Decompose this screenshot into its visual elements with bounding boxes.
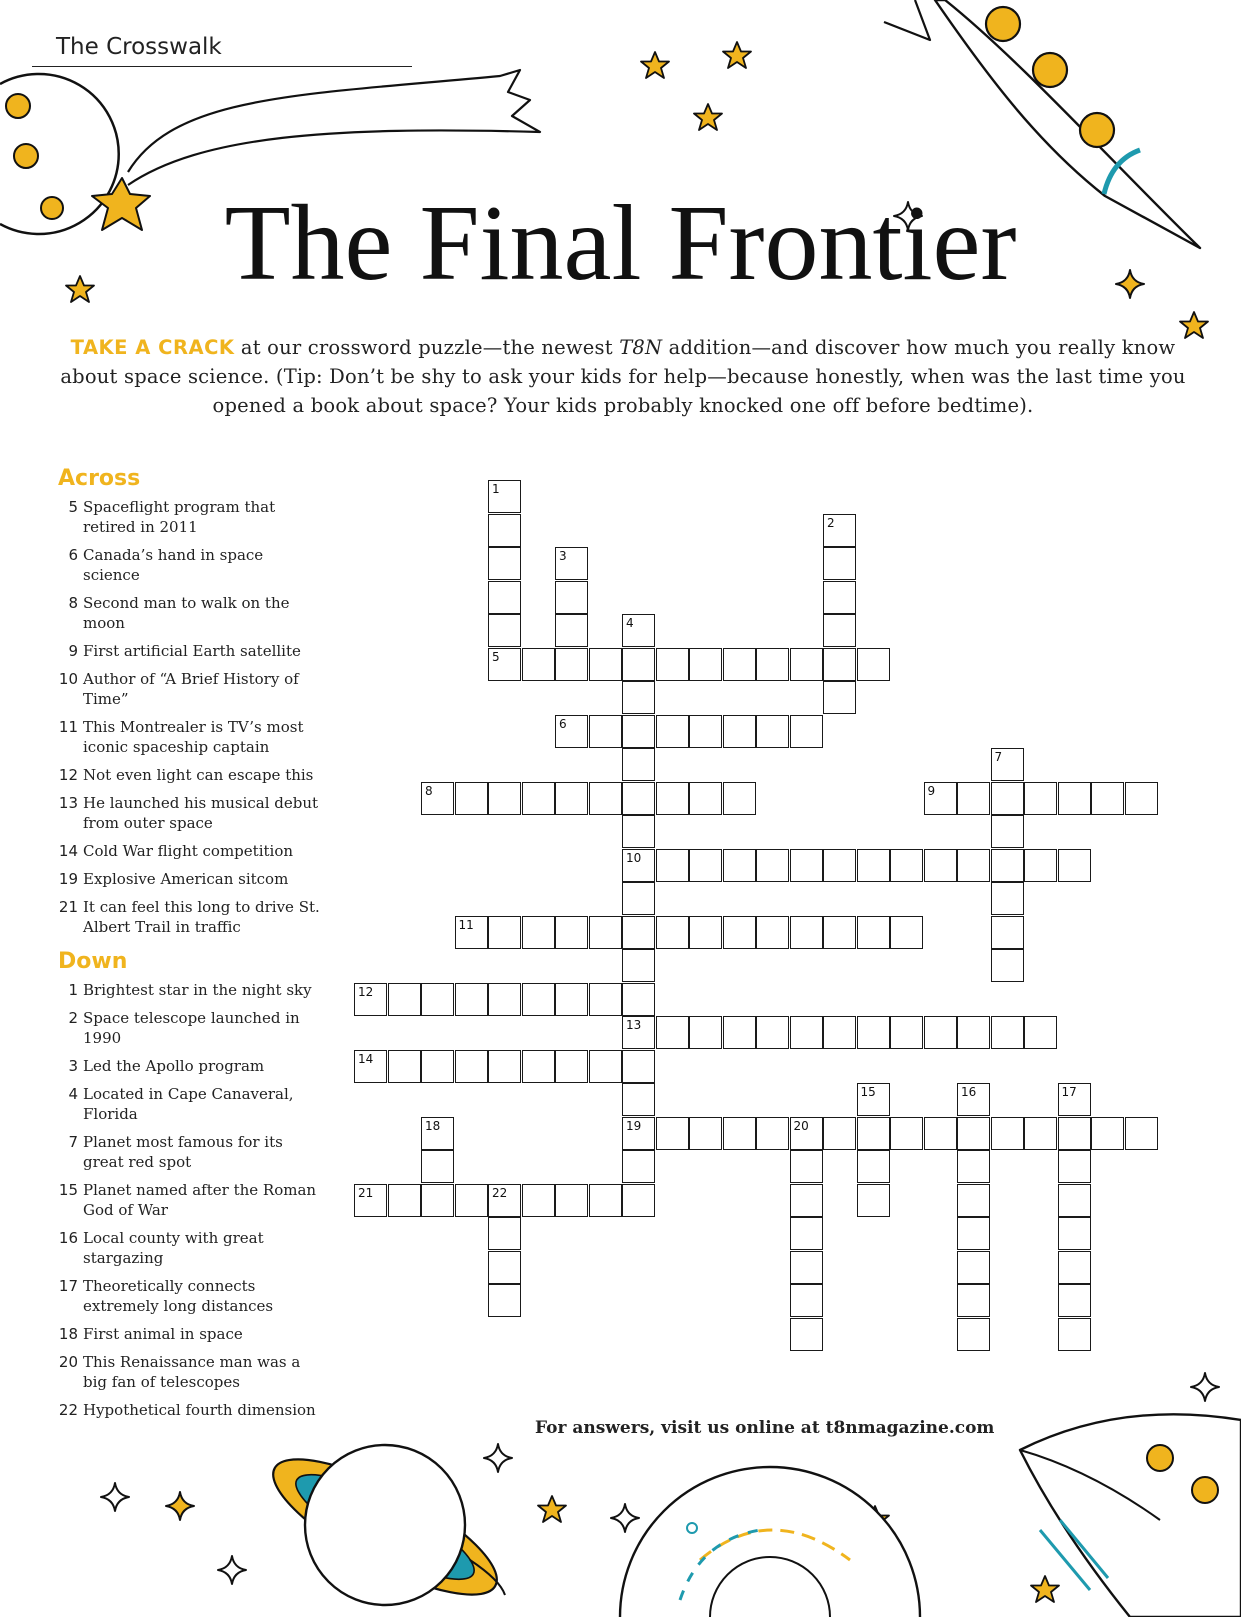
clue-text: Theoretically connects extremely long distances	[83, 1277, 274, 1315]
grid-cell[interactable]	[421, 1050, 454, 1083]
clue-number: 1	[68, 981, 78, 999]
clue-number: 8	[68, 594, 78, 612]
cell-number: 18	[425, 1118, 441, 1133]
cell-number: 6	[559, 716, 567, 731]
star-icon	[641, 52, 669, 78]
galaxy-icon	[620, 1467, 920, 1617]
sparkle-icon	[1191, 1373, 1219, 1401]
grid-cell[interactable]	[723, 782, 756, 815]
grid-cell[interactable]	[957, 1150, 990, 1183]
clue-text: Planet most famous for its great red spot	[83, 1133, 283, 1171]
down-clue-list	[58, 980, 320, 1420]
cell-number: 19	[626, 1118, 642, 1133]
clue-text: This Renaissance man was a big fan of telescopes	[83, 1353, 301, 1391]
across-clue	[58, 717, 320, 757]
clue-number: 20	[58, 1353, 78, 1371]
grid-cell[interactable]	[823, 581, 856, 614]
grid-cell[interactable]	[723, 1016, 756, 1049]
grid-cell[interactable]	[622, 681, 655, 714]
grid-cell[interactable]	[689, 1117, 722, 1150]
clue-text: Not even light can escape this	[83, 766, 314, 784]
grid-cell[interactable]	[1058, 1318, 1091, 1351]
section-rule	[32, 66, 412, 67]
grid-cell[interactable]	[723, 648, 756, 681]
sparkle-icon	[484, 1444, 512, 1472]
grid-cell[interactable]	[555, 1050, 588, 1083]
grid-cell[interactable]	[656, 648, 689, 681]
grid-cell[interactable]	[957, 1016, 990, 1049]
clue-text: Spaceflight program that retired in 2011	[83, 498, 276, 536]
cell-number: 20	[793, 1118, 809, 1133]
grid-cell[interactable]	[388, 983, 421, 1016]
clue-number: 16	[58, 1229, 78, 1247]
grid-cell[interactable]	[790, 916, 823, 949]
grid-cell[interactable]	[689, 648, 722, 681]
grid-cell[interactable]	[589, 1050, 622, 1083]
across-clue-list	[58, 497, 320, 937]
grid-cell[interactable]	[522, 648, 555, 681]
intro-paragraph	[58, 333, 1188, 420]
grid-cell[interactable]	[488, 514, 521, 547]
grid-cell[interactable]	[991, 1016, 1024, 1049]
grid-cell[interactable]	[790, 1217, 823, 1250]
grid-cell[interactable]	[589, 916, 622, 949]
grid-cell[interactable]	[622, 648, 655, 681]
grid-cell[interactable]	[421, 1150, 454, 1183]
page-title: The Final Frontier	[224, 184, 1017, 303]
down-clue	[58, 1084, 320, 1124]
grid-cell[interactable]	[957, 1117, 990, 1150]
grid-cell[interactable]	[723, 715, 756, 748]
down-heading: Down	[58, 949, 128, 974]
cell-number: 12	[358, 984, 374, 999]
grid-cell[interactable]	[991, 782, 1024, 815]
down-clue	[58, 1056, 320, 1076]
grid-cell[interactable]	[622, 782, 655, 815]
cell-number: 21	[358, 1185, 374, 1200]
clue-text: Author of “A Brief History of Time”	[83, 670, 299, 708]
grid-cell[interactable]	[622, 1150, 655, 1183]
intro-lead: TAKE A CRACK	[70, 336, 235, 359]
grid-cell[interactable]	[1125, 782, 1158, 815]
cell-number: 7	[994, 750, 1003, 764]
grid-cell[interactable]	[488, 547, 521, 580]
grid-cell[interactable]	[1058, 782, 1091, 815]
grid-cell[interactable]	[1058, 1150, 1091, 1183]
grid-cell[interactable]	[723, 1117, 756, 1150]
grid-cell[interactable]	[1024, 782, 1057, 815]
grid-cell[interactable]	[790, 1318, 823, 1351]
grid-cell[interactable]	[857, 1150, 890, 1183]
across-clue	[58, 841, 320, 861]
grid-cell[interactable]	[924, 1016, 957, 1049]
grid-cell[interactable]	[1091, 1117, 1124, 1150]
grid-cell[interactable]	[589, 1184, 622, 1217]
sparkle-icon	[166, 1492, 194, 1520]
grid-cell[interactable]	[656, 916, 689, 949]
grid-cell[interactable]	[823, 681, 856, 714]
clue-number: 12	[58, 766, 78, 784]
grid-cell[interactable]	[622, 1083, 655, 1116]
grid-cell[interactable]	[790, 849, 823, 882]
clue-text: Space telescope launched in 1990	[83, 1009, 300, 1047]
grid-cell[interactable]	[823, 614, 856, 647]
grid-cell[interactable]	[656, 849, 689, 882]
grid-cell[interactable]	[689, 715, 722, 748]
grid-cell[interactable]	[689, 916, 722, 949]
grid-cell[interactable]	[488, 581, 521, 614]
grid-cell[interactable]	[890, 849, 923, 882]
clue-text: Hypothetical fourth dimension	[83, 1401, 316, 1419]
down-clue	[58, 1352, 320, 1392]
grid-cell[interactable]	[790, 648, 823, 681]
grid-cell[interactable]	[1024, 1117, 1057, 1150]
grid-cell[interactable]	[957, 1284, 990, 1317]
grid-cell[interactable]	[924, 849, 957, 882]
grid-cell[interactable]	[421, 1184, 454, 1217]
clue-text: Second man to walk on the moon	[83, 594, 290, 632]
grid-cell[interactable]	[488, 782, 521, 815]
grid-cell[interactable]	[589, 715, 622, 748]
down-clue	[58, 980, 320, 1000]
grid-cell[interactable]	[622, 815, 655, 848]
across-clue	[58, 869, 320, 889]
across-clue	[58, 793, 320, 833]
grid-cell[interactable]	[622, 916, 655, 949]
grid-cell[interactable]	[790, 1284, 823, 1317]
grid-cell[interactable]	[756, 916, 789, 949]
grid-cell[interactable]	[656, 1016, 689, 1049]
grid-cell[interactable]	[421, 983, 454, 1016]
grid-cell[interactable]	[756, 648, 789, 681]
grid-cell[interactable]	[723, 916, 756, 949]
grid-cell[interactable]	[622, 715, 655, 748]
ringed-planet-icon	[257, 1435, 513, 1617]
grid-cell[interactable]	[756, 715, 789, 748]
grid-cell[interactable]	[1024, 1016, 1057, 1049]
clue-text: Brightest star in the night sky	[83, 981, 312, 999]
grid-cell[interactable]	[756, 849, 789, 882]
sparkle-icon	[101, 1483, 129, 1511]
grid-cell[interactable]	[522, 983, 555, 1016]
grid-cell[interactable]	[857, 1184, 890, 1217]
grid-cell[interactable]	[823, 1117, 856, 1150]
grid-cell[interactable]	[455, 983, 488, 1016]
grid-cell[interactable]	[589, 782, 622, 815]
clue-number: 17	[58, 1277, 78, 1295]
grid-cell[interactable]	[790, 1184, 823, 1217]
grid-cell[interactable]	[488, 1217, 521, 1250]
sparkle-icon	[611, 1504, 639, 1532]
cell-number: 10	[626, 850, 642, 865]
down-clue	[58, 1324, 320, 1344]
grid-cell[interactable]	[823, 547, 856, 580]
grid-cell[interactable]	[857, 648, 890, 681]
grid-cell[interactable]	[890, 1016, 923, 1049]
grid-cell[interactable]	[1058, 1217, 1091, 1250]
clue-text: Local county with great stargazing	[83, 1229, 264, 1267]
down-clue	[58, 1132, 320, 1172]
across-clue	[58, 497, 320, 537]
grid-cell[interactable]	[689, 849, 722, 882]
cell-number: 14	[358, 1051, 374, 1066]
clue-number: 18	[58, 1325, 78, 1343]
grid-cell[interactable]	[656, 1117, 689, 1150]
across-clue	[58, 897, 320, 937]
intro-text-rest: addition—and discover how much you really know about space science. (Tip: Don’t be shy to ask your kids for help—because honestly, when was the last time you opened a book about space? Your kids probably knocked one off before bedtime).	[60, 336, 1186, 417]
grid-cell[interactable]	[589, 648, 622, 681]
grid-cell[interactable]	[622, 748, 655, 781]
clue-number: 7	[68, 1133, 78, 1151]
across-clue	[58, 545, 320, 585]
clue-number: 13	[58, 794, 78, 812]
clue-number: 22	[58, 1401, 78, 1419]
grid-cell[interactable]	[957, 1184, 990, 1217]
grid-cell[interactable]	[555, 916, 588, 949]
cell-number: 9	[927, 783, 936, 798]
grid-cell[interactable]	[857, 1117, 890, 1150]
grid-cell[interactable]	[522, 1050, 555, 1083]
grid-cell[interactable]	[790, 1016, 823, 1049]
clue-number: 10	[58, 670, 78, 688]
intro-text: at our crossword puzzle—the newest	[234, 336, 620, 359]
down-clue	[58, 1008, 320, 1048]
grid-cell[interactable]	[890, 916, 923, 949]
grid-cell[interactable]	[991, 916, 1024, 949]
clue-number: 9	[68, 642, 78, 660]
grid-cell[interactable]	[555, 1184, 588, 1217]
across-heading: Across	[58, 466, 141, 491]
clues-panel	[58, 466, 320, 1428]
across-clue	[58, 641, 320, 661]
clue-number: 15	[58, 1181, 78, 1199]
grid-cell[interactable]	[656, 715, 689, 748]
clue-number: 6	[68, 546, 78, 564]
cell-number: 1	[492, 482, 500, 496]
grid-cell[interactable]	[857, 849, 890, 882]
grid-cell[interactable]	[388, 1184, 421, 1217]
clue-text: Cold War flight competition	[83, 842, 294, 860]
grid-cell[interactable]	[1024, 849, 1057, 882]
grid-cell[interactable]	[388, 1050, 421, 1083]
clue-number: 14	[58, 842, 78, 860]
section-label: The Crosswalk	[56, 34, 222, 60]
grid-cell[interactable]	[622, 1050, 655, 1083]
grid-cell[interactable]	[622, 1184, 655, 1217]
intro-brand: T8N	[619, 336, 663, 359]
grid-cell[interactable]	[488, 1050, 521, 1083]
grid-cell[interactable]	[1058, 849, 1091, 882]
cell-number: 17	[1061, 1085, 1077, 1099]
grid-cell[interactable]	[723, 849, 756, 882]
grid-cell[interactable]	[488, 1284, 521, 1317]
grid-cell[interactable]	[957, 782, 990, 815]
cell-number: 8	[425, 783, 433, 798]
down-clue	[58, 1228, 320, 1268]
grid-cell[interactable]	[991, 815, 1024, 848]
cell-number: 2	[827, 515, 835, 530]
grid-cell[interactable]	[555, 581, 588, 614]
grid-cell[interactable]	[1091, 782, 1124, 815]
grid-cell[interactable]	[522, 1184, 555, 1217]
clue-text: Planet named after the Roman God of War	[83, 1181, 317, 1219]
grid-cell[interactable]	[522, 916, 555, 949]
clue-number: 3	[68, 1057, 78, 1075]
across-clue	[58, 669, 320, 709]
grid-cell[interactable]	[455, 782, 488, 815]
cell-number: 5	[492, 649, 500, 664]
grid-cell[interactable]	[957, 849, 990, 882]
grid-cell[interactable]	[991, 849, 1024, 882]
grid-cell[interactable]	[991, 949, 1024, 982]
grid-cell[interactable]	[622, 983, 655, 1016]
cell-number: 11	[458, 917, 474, 932]
cell-number: 15	[860, 1085, 876, 1099]
clue-text: Located in Cape Canaveral, Florida	[83, 1085, 294, 1123]
across-clue	[58, 765, 320, 785]
clue-text: He launched his musical debut from outer space	[83, 794, 319, 832]
grid-cell[interactable]	[455, 1050, 488, 1083]
sparkle-icon	[218, 1556, 246, 1584]
clue-number: 2	[68, 1009, 78, 1027]
clue-text: First animal in space	[83, 1325, 243, 1343]
grid-cell[interactable]	[589, 983, 622, 1016]
down-clue	[58, 1276, 320, 1316]
grid-cell[interactable]	[991, 882, 1024, 915]
grid-cell[interactable]	[991, 1117, 1024, 1150]
grid-cell[interactable]	[555, 983, 588, 1016]
grid-cell[interactable]	[790, 715, 823, 748]
clue-number: 19	[58, 870, 78, 888]
grid-cell[interactable]	[790, 1251, 823, 1284]
cell-number: 4	[626, 616, 634, 630]
answers-note: For answers, visit us online at t8nmagazine.com	[535, 1418, 995, 1438]
cell-number: 22	[492, 1185, 508, 1200]
cell-number: 16	[961, 1085, 977, 1099]
grid-cell[interactable]	[1058, 1117, 1091, 1150]
grid-cell[interactable]	[823, 916, 856, 949]
grid-cell[interactable]	[823, 1016, 856, 1049]
grid-cell[interactable]	[689, 1016, 722, 1049]
grid-cell[interactable]	[488, 916, 521, 949]
grid-cell[interactable]	[857, 1016, 890, 1049]
grid-cell[interactable]	[857, 916, 890, 949]
grid-cell[interactable]	[1058, 1284, 1091, 1317]
cell-number: 13	[626, 1018, 642, 1032]
grid-cell[interactable]	[957, 1217, 990, 1250]
grid-cell[interactable]	[756, 1016, 789, 1049]
grid-cell[interactable]	[790, 1150, 823, 1183]
star-icon	[1031, 1576, 1059, 1602]
grid-cell[interactable]	[1125, 1117, 1158, 1150]
grid-cell[interactable]	[957, 1251, 990, 1284]
star-icon	[538, 1496, 566, 1522]
clue-number: 21	[58, 898, 78, 916]
clue-text: First artificial Earth satellite	[83, 642, 301, 660]
grid-cell[interactable]	[555, 614, 588, 647]
grid-cell[interactable]	[488, 1251, 521, 1284]
grid-cell[interactable]	[823, 648, 856, 681]
grid-cell[interactable]	[823, 849, 856, 882]
grid-cell[interactable]	[622, 949, 655, 982]
clue-number: 11	[58, 718, 78, 736]
grid-cell[interactable]	[1058, 1251, 1091, 1284]
down-clue	[58, 1180, 320, 1220]
clue-number: 5	[68, 498, 78, 516]
cell-number: 3	[559, 549, 567, 563]
grid-cell[interactable]	[756, 1117, 789, 1150]
grid-cell[interactable]	[555, 648, 588, 681]
clue-text: It can feel this long to drive St. Albert Trail in traffic	[83, 898, 320, 936]
grid-cell[interactable]	[488, 614, 521, 647]
star-icon	[723, 42, 751, 68]
grid-cell[interactable]	[555, 782, 588, 815]
grid-cell[interactable]	[957, 1318, 990, 1351]
grid-cell[interactable]	[622, 882, 655, 915]
clue-text: This Montrealer is TV’s most iconic spaceship captain	[83, 718, 304, 756]
star-icon	[694, 104, 722, 130]
grid-cell[interactable]	[924, 1117, 957, 1150]
clue-number: 4	[68, 1085, 78, 1103]
grid-cell[interactable]	[689, 782, 722, 815]
down-clue	[58, 1400, 320, 1420]
grid-cell[interactable]	[522, 782, 555, 815]
across-clue	[58, 593, 320, 633]
grid-cell[interactable]	[488, 983, 521, 1016]
grid-cell[interactable]	[1058, 1184, 1091, 1217]
clue-text: Led the Apollo program	[83, 1057, 265, 1075]
grid-cell[interactable]	[656, 782, 689, 815]
grid-cell[interactable]	[890, 1117, 923, 1150]
clue-text: Explosive American sitcom	[83, 870, 289, 888]
grid-cell[interactable]	[455, 1184, 488, 1217]
clue-text: Canada’s hand in space science	[83, 546, 264, 584]
